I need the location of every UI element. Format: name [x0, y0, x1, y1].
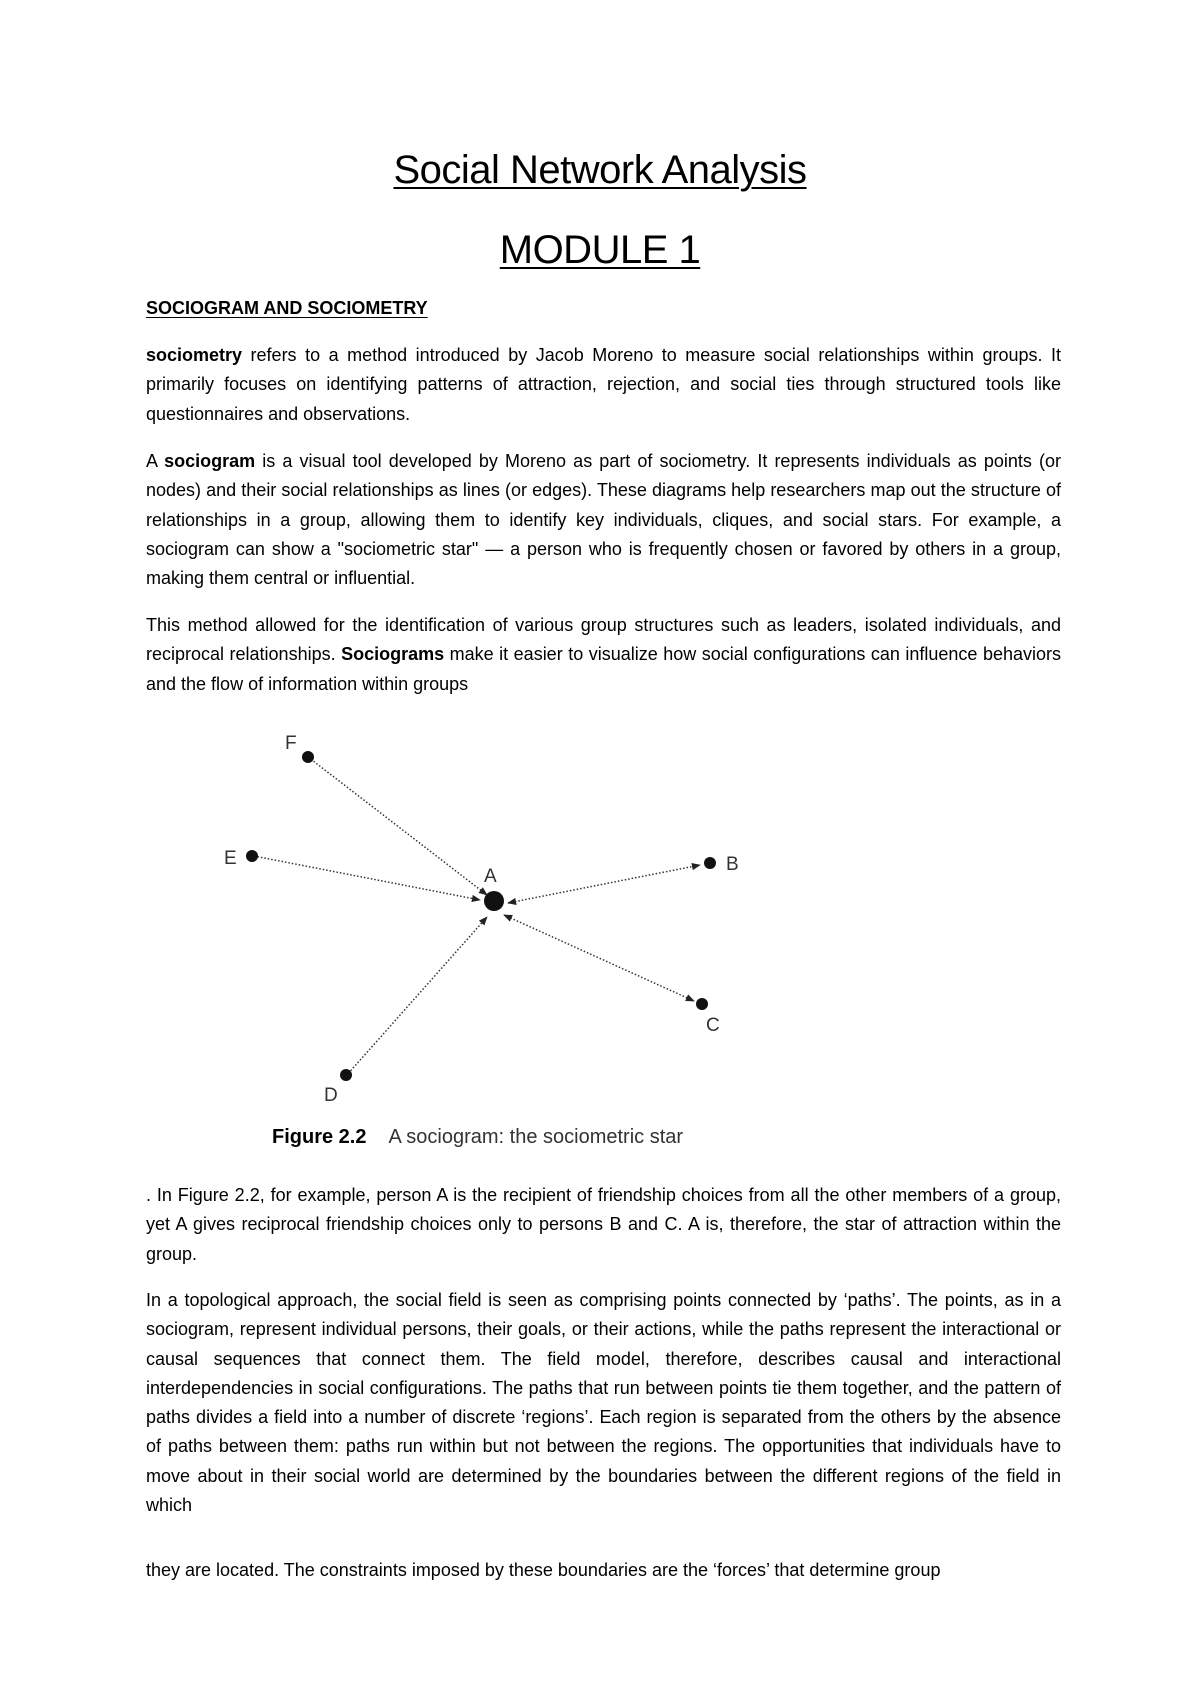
- sociogram-figure: [200, 725, 800, 1115]
- paragraph-sociometry-text: refers to a method introduced by Jacob Moreno to measure social relationships within groups. It primarily focuses on identifying patterns of attraction, rejection, and social ties through structured tools like questionnaires and observations.: [146, 345, 1061, 424]
- edge-a-b-reciprocal: [508, 865, 700, 903]
- node-label-f: F: [285, 733, 297, 754]
- paragraph-group-structures-lead: This method allowed for the identification of various group structures such as leaders, isolated individuals, and reciprocal relationships.: [146, 615, 1061, 665]
- node-label-b: B: [726, 854, 739, 875]
- node-f: [302, 751, 314, 763]
- section-heading: SOCIOGRAM AND SOCIOMETRY: [146, 298, 428, 318]
- paragraph-sociogram-lead: A: [146, 451, 165, 471]
- paragraph-topological-approach: In a topological approach, the social field is seen as comprising points connected by ‘paths’. The points, as in a sociogram, represent individual persons, their goals, or their actions, while the paths represent the interactional or causal sequences that connect them. The field model, therefore, describes causal and interactional interdependencies in social configurations. The paths that run between points tie them together, and the pattern of paths divides a field into a number of discrete ‘regions’. Each region is separated from the others by the absence of paths between them: paths run within but not between the regions. The opportunities that individuals have to move about in their social world are determined by the boundaries between the different regions of the field in which: [146, 1290, 1061, 1516]
- paragraph-sociometry: [146, 341, 1061, 429]
- node-d: [340, 1069, 352, 1081]
- edge-f-to-a: [308, 757, 487, 895]
- term-sociogram: sociogram: [164, 451, 256, 471]
- node-b: [704, 857, 716, 869]
- figure-caption-label: Figure 2.2: [272, 1126, 367, 1148]
- paragraph-group-structures-text: make it easier to visualize how social configurations can influence behaviors and the flow of information within groups: [146, 644, 1061, 694]
- node-e: [246, 850, 258, 862]
- paragraph-group-structures: [146, 611, 1061, 699]
- paragraph-topological-continued: they are located. The constraints imposed by these boundaries are the ‘forces’ that determine group: [146, 1560, 941, 1580]
- node-label-a: A: [484, 866, 497, 887]
- paragraph-sociogram-text: is a visual tool developed by Moreno as part of sociometry. It represents individuals as points (or nodes) and their social relationships as lines (or edges). These diagrams help researchers map out the structure of relationships in a group, allowing them to identify key individuals, cliques, and social stars. For example, a sociogram can show a "sociometric star" — a person who is frequently chosen or favored by others in a group, making them central or influential.: [146, 451, 1062, 589]
- document-title: Social Network Analysis: [393, 148, 807, 192]
- module-heading: MODULE 1: [499, 228, 701, 272]
- edge-d-to-a: [346, 917, 487, 1076]
- paragraph-figure-explanation: . In Figure 2.2, for example, person A is the recipient of friendship choices from all the other members of a group, yet A gives reciprocal friendship choices only to persons B and C. A is, therefore, the star of attraction within the group.: [146, 1185, 1061, 1264]
- node-label-d: D: [324, 1085, 338, 1106]
- node-a: [484, 891, 504, 911]
- paragraph-sociogram: [146, 447, 1061, 593]
- figure-caption-text: A sociogram: the sociometric star: [388, 1126, 684, 1148]
- edge-e-to-a: [254, 856, 480, 900]
- term-sociograms: Sociograms: [341, 644, 445, 665]
- edge-a-c-reciprocal: [504, 915, 694, 1001]
- node-label-c: C: [706, 1015, 720, 1036]
- term-sociometry: sociometry: [146, 345, 243, 365]
- node-label-e: E: [224, 848, 237, 869]
- figure-caption: [272, 1126, 683, 1149]
- node-c: [696, 998, 708, 1010]
